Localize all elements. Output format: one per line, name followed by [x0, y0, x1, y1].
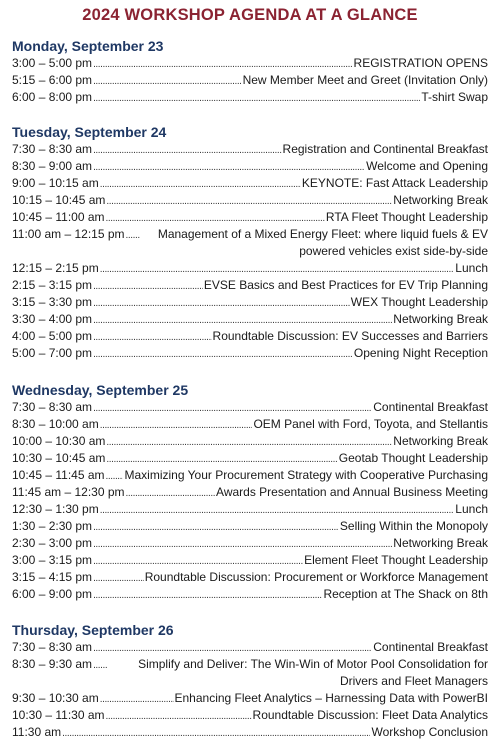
agenda-row: [12, 501, 488, 518]
agenda-time: 3:30 – 4:00 pm: [12, 312, 93, 326]
agenda-row: [12, 141, 488, 158]
agenda-event: Welcome and Opening: [366, 159, 488, 173]
agenda-event: Lunch: [455, 502, 488, 516]
agenda-event: Geotab Thought Leadership: [338, 451, 488, 465]
dot-leader: [126, 484, 216, 501]
agenda-row: [12, 569, 488, 586]
agenda-row: [12, 72, 488, 89]
agenda-row: [12, 656, 488, 690]
agenda-row: [12, 586, 488, 603]
agenda-row: [12, 209, 488, 226]
agenda-event: OEM Panel with Ford, Toyota, and Stellantis: [253, 417, 488, 431]
agenda-time: 10:30 – 11:30 am: [12, 708, 105, 722]
agenda-list: [12, 639, 488, 741]
agenda-time: 10:30 – 10:45 am: [12, 451, 106, 465]
agenda-time: 4:00 – 5:00 pm: [12, 329, 93, 343]
dot-leader: [93, 656, 107, 673]
agenda-time: 12:30 – 1:30 pm: [12, 502, 99, 516]
agenda-event: KEYNOTE: Fast Attack Leadership: [301, 176, 488, 190]
agenda-event: Networking Break: [393, 434, 488, 448]
agenda-row: [12, 450, 488, 467]
agenda-event: Registration and Continental Breakfast: [282, 142, 488, 156]
agenda-row: [12, 294, 488, 311]
agenda-event: EVSE Basics and Best Practices for EV Trip Planning: [203, 278, 488, 292]
agenda-row: [12, 226, 488, 260]
day-heading: Wednesday, September 25: [12, 382, 189, 398]
dot-leader: [93, 535, 392, 552]
agenda-row: [12, 345, 488, 362]
agenda-event: Roundtable Discussion: Procurement or Workforce Management: [144, 570, 488, 584]
agenda-row: [12, 433, 488, 450]
day-section: [12, 123, 488, 362]
agenda-time: 11:45 am – 12:30 pm: [12, 485, 125, 499]
agenda-time: 8:30 – 9:30 am: [12, 657, 93, 671]
dot-leader: [93, 399, 372, 416]
agenda-row: [12, 55, 488, 72]
dot-leader: [100, 260, 455, 277]
dot-leader: [100, 175, 301, 192]
agenda-event: Opening Night Reception: [353, 346, 488, 360]
agenda-time: 2:15 – 3:15 pm: [12, 278, 93, 292]
agenda-time: 10:45 – 11:45 am: [12, 468, 105, 482]
agenda-event: REGISTRATION OPENS: [353, 56, 488, 70]
agenda-time: 6:00 – 8:00 pm: [12, 90, 93, 104]
agenda-time: 9:30 – 10:30 am: [12, 691, 99, 705]
agenda-time: 12:15 – 2:15 pm: [12, 261, 99, 275]
dot-leader: [93, 518, 339, 535]
agenda-row: [12, 416, 488, 433]
dot-leader: [106, 433, 392, 450]
agenda-time: 11:30 am: [12, 725, 62, 739]
agenda-time: 10:15 – 10:45 am: [12, 193, 106, 207]
agenda-row: [12, 484, 488, 501]
agenda-row: [12, 277, 488, 294]
agenda-time: 7:30 – 8:30 am: [12, 142, 93, 156]
agenda-event: Maximizing Your Procurement Strategy with Cooperative Purchasing: [124, 468, 488, 482]
agenda-row: [12, 724, 488, 741]
agenda-time: 10:45 – 11:00 am: [12, 210, 105, 224]
agenda-row: [12, 467, 488, 484]
dot-leader: [93, 569, 144, 586]
agenda-time: 3:15 – 4:15 pm: [12, 570, 93, 584]
day-heading: Monday, September 23: [12, 38, 164, 54]
agenda-event: Element Fleet Thought Leadership: [304, 553, 488, 567]
agenda-event: Simplify and Deliver: The Win-Win of Motor Pool Consolidation for Drivers and Fleet Managers: [138, 657, 488, 688]
day-heading: Tuesday, September 24: [12, 124, 167, 140]
dot-leader: [100, 416, 253, 433]
agenda-row: [12, 158, 488, 175]
agenda-event: Networking Break: [393, 193, 488, 207]
agenda-row: [12, 175, 488, 192]
dot-leader: [100, 501, 455, 518]
agenda-time: 10:00 – 10:30 am: [12, 434, 106, 448]
dot-leader: [93, 586, 322, 603]
agenda-event: Management of a Mixed Energy Fleet: where liquid fuels & EV powered vehicles exist side-by-side: [157, 227, 488, 258]
agenda-time: 8:30 – 9:00 am: [12, 159, 93, 173]
agenda-row: [12, 192, 488, 209]
day-section: [12, 381, 488, 603]
agenda-days: [12, 37, 488, 741]
agenda-row: [12, 535, 488, 552]
dot-leader: [93, 294, 350, 311]
dot-leader: [93, 277, 203, 294]
agenda-event: RTA Fleet Thought Leadership: [325, 210, 488, 224]
dot-leader: [106, 707, 252, 724]
agenda-row: [12, 89, 488, 106]
agenda-event: WEX Thought Leadership: [350, 295, 488, 309]
dot-leader: [126, 226, 140, 243]
agenda-event: Roundtable Discussion: EV Successes and Barriers: [212, 329, 488, 343]
agenda-time: 6:00 – 9:00 pm: [12, 587, 93, 601]
dot-leader: [106, 467, 124, 484]
agenda-time: 5:15 – 6:00 pm: [12, 73, 93, 87]
dot-leader: [93, 72, 242, 89]
agenda-event: Selling Within the Monopoly: [339, 519, 488, 533]
agenda-event: Roundtable Discussion: Fleet Data Analytics: [252, 708, 488, 722]
agenda-time: 8:30 – 10:00 am: [12, 417, 99, 431]
agenda-time: 7:30 – 8:30 am: [12, 640, 93, 654]
dot-leader: [106, 450, 337, 467]
agenda-time: 3:00 – 5:00 pm: [12, 56, 93, 70]
agenda-event: Continental Breakfast: [373, 640, 488, 654]
agenda-row: [12, 311, 488, 328]
agenda-time: 9:00 – 10:15 am: [12, 176, 99, 190]
dot-leader: [62, 724, 370, 741]
agenda-event: Enhancing Fleet Analytics – Harnessing Data with PowerBI: [174, 691, 488, 705]
dot-leader: [100, 690, 174, 707]
day-section: [12, 37, 488, 106]
agenda-event: Reception at The Shack on 8th: [323, 587, 488, 601]
dot-leader: [93, 639, 372, 656]
agenda-event: Networking Break: [393, 312, 488, 326]
dot-leader: [106, 209, 325, 226]
dot-leader: [93, 345, 353, 362]
agenda-time: 3:00 – 3:15 pm: [12, 553, 93, 567]
agenda-row: [12, 328, 488, 345]
agenda-time: 3:15 – 3:30 pm: [12, 295, 93, 309]
dot-leader: [93, 311, 392, 328]
agenda-event: Awards Presentation and Annual Business Meeting: [216, 485, 488, 499]
dot-leader: [93, 158, 365, 175]
agenda-time: 11:00 am – 12:15 pm: [12, 227, 125, 241]
agenda-list: [12, 399, 488, 603]
dot-leader: [106, 192, 392, 209]
dot-leader: [93, 328, 211, 345]
agenda-time: 5:00 – 7:00 pm: [12, 346, 93, 360]
agenda-event: Networking Break: [393, 536, 488, 550]
day-heading: Thursday, September 26: [12, 622, 174, 638]
page-title: 2024 WORKSHOP AGENDA AT A GLANCE: [82, 6, 418, 24]
agenda-event: Continental Breakfast: [373, 400, 488, 414]
agenda-row: [12, 260, 488, 277]
dot-leader: [93, 141, 281, 158]
agenda-time: 1:30 – 2:30 pm: [12, 519, 93, 533]
agenda-list: [12, 55, 488, 106]
agenda-row: [12, 690, 488, 707]
agenda-event: New Member Meet and Greet (Invitation Only): [242, 73, 488, 87]
day-section: [12, 621, 488, 741]
agenda-list: [12, 141, 488, 362]
agenda-event: Workshop Conclusion: [371, 725, 488, 739]
agenda-event: Lunch: [455, 261, 488, 275]
dot-leader: [93, 552, 303, 569]
agenda-time: 7:30 – 8:30 am: [12, 400, 93, 414]
dot-leader: [93, 89, 420, 106]
agenda-time: 2:30 – 3:00 pm: [12, 536, 93, 550]
agenda-row: [12, 707, 488, 724]
agenda-event: T-shirt Swap: [421, 90, 488, 104]
agenda-row: [12, 552, 488, 569]
agenda-row: [12, 518, 488, 535]
dot-leader: [93, 55, 352, 72]
agenda-row: [12, 399, 488, 416]
agenda-row: [12, 639, 488, 656]
